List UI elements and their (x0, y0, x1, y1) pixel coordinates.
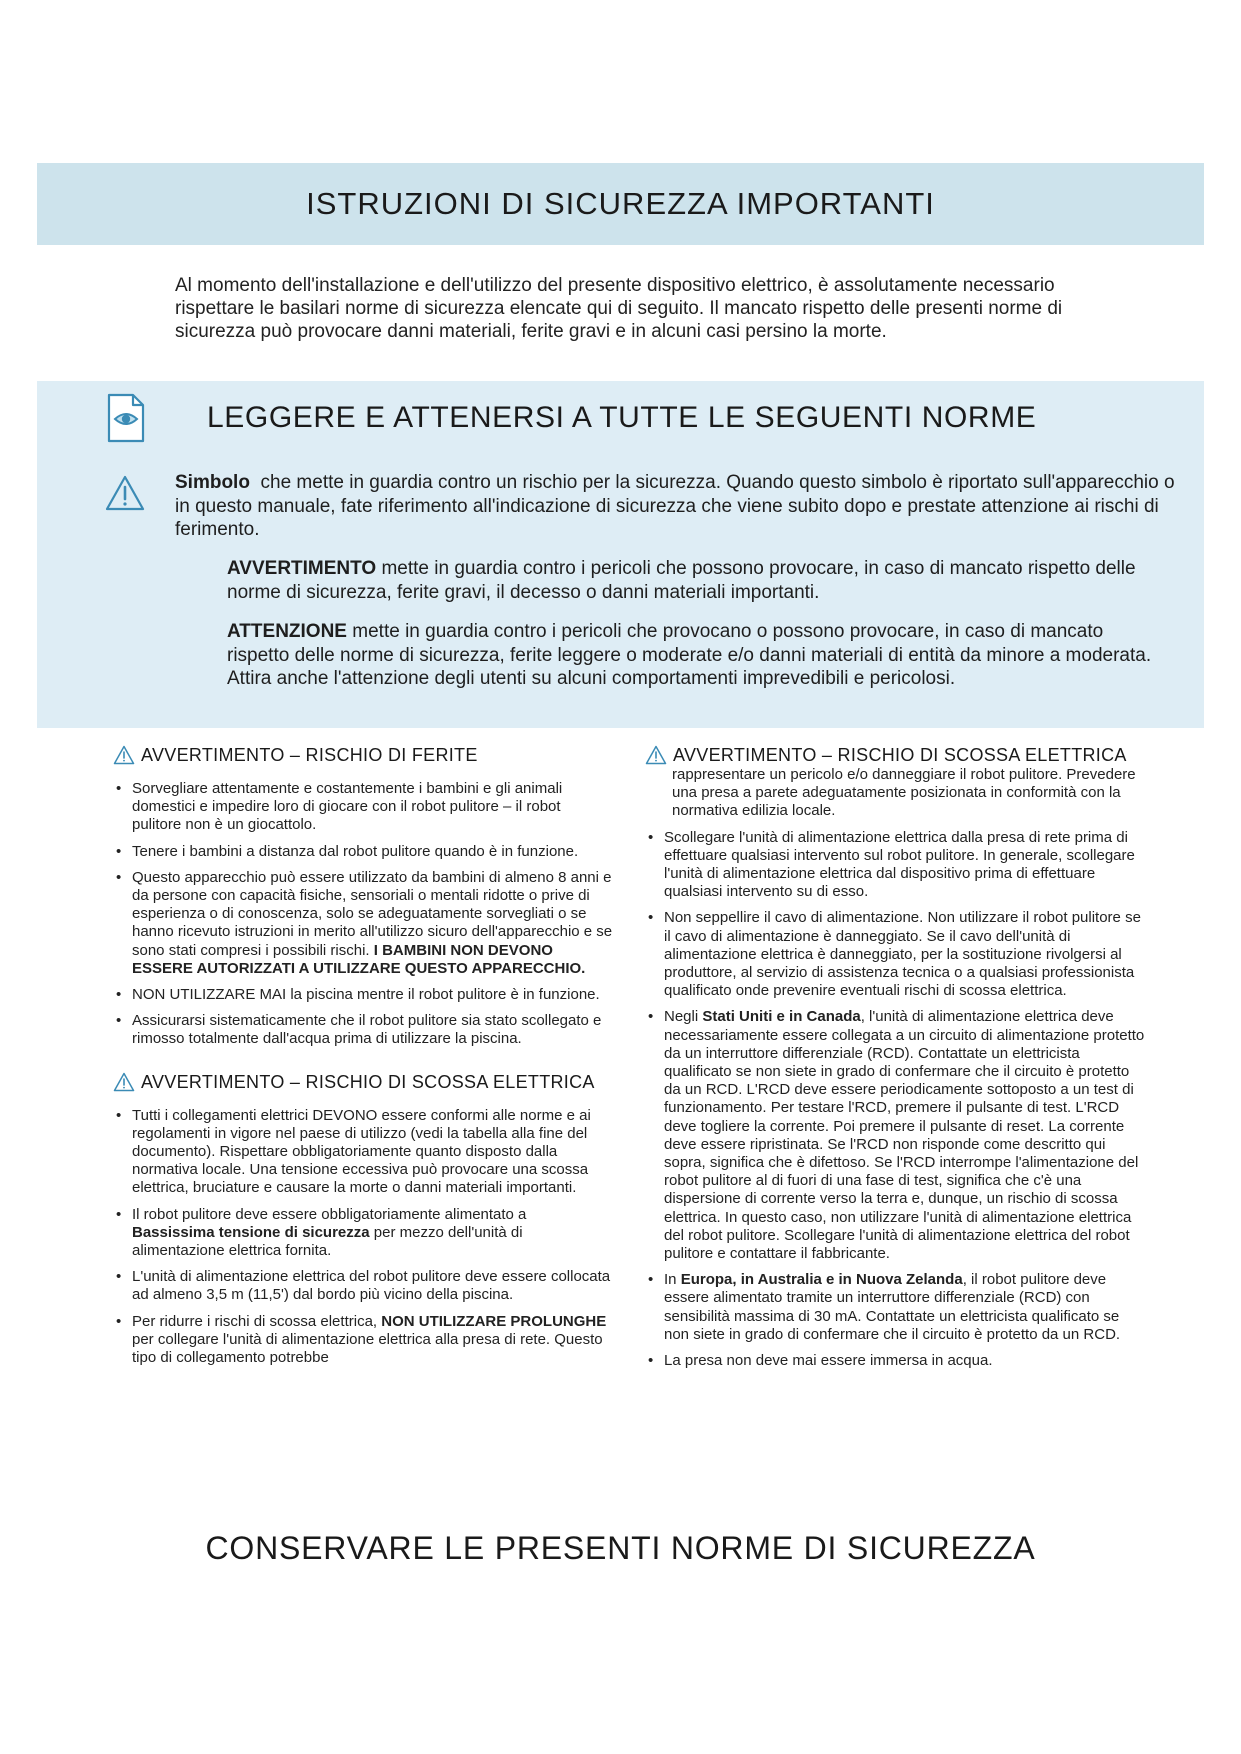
shock-warning-heading (113, 1071, 613, 1093)
warning-label: AVVERTIMENTO (227, 558, 377, 579)
list-item-bold: Europa, in Australia e in Nuova Zelanda (680, 1271, 963, 1289)
shock-heading-text: AVVERTIMENTO – RISCHIO DI SCOSSA ELETTRICA (673, 745, 1127, 765)
list-item: • Non seppellire il cavo di alimentazione. Non utilizzare il robot pulitore se il cavo di alimentazione è danneggiato. Se il cavo dell'unità di alimentazione elettrica è danneggiato, per la sostituzione rivolgersi al produttore, al servizio di assistenza tecnica o a qualsiasi professionista qualificato onde prevenire eventuali rischi di scossa elettrica. (645, 909, 1145, 1000)
list-item-bold: Stati Uniti e in Canada (702, 1008, 861, 1026)
shock-list (113, 1107, 613, 1368)
list-item-text: In (664, 1271, 677, 1289)
injury-list (113, 780, 613, 1049)
list-item-bold: Bassissima tensione di sicurezza (132, 1223, 370, 1241)
list-item-text: per mezzo dell'unità di alimentazione elettrica fornita. (132, 1223, 523, 1260)
list-item: • NON UTILIZZARE MAI la piscina mentre il robot pulitore è in funzione. (113, 986, 613, 1004)
symbol-text: che mette in guardia contro un rischio per la sicurezza. Quando questo simbolo è riportato sull'apparecchio o in questo manuale, fate riferimento all'indicazione di sicurezza che viene subito dopo e prestate attenzione ai rischi di ferimento. (175, 472, 1175, 540)
symbol-paragraph (175, 471, 1175, 542)
warning-triangle-icon (105, 475, 145, 511)
right-column (645, 744, 1145, 1378)
list-item-text: Questo apparecchio può essere utilizzato da bambini di almeno 8 anni e da persone con capacità fisiche, sensoriali o mentali ridotte o prive di esperienza o di conoscenza, solo se adeguatamente sorvegliati o se hanno ricevuto istruzioni in merito all'utilizzo sicuro dell'apparecchio e se sono stati compresi i possibili rischi. (132, 868, 613, 959)
symbol-label: Simbolo (175, 472, 250, 493)
shock-warning-heading-continued (645, 744, 1145, 766)
list-item (645, 1008, 1145, 1263)
list-item: • Sorvegliare attentamente e costantemente i bambini e gli animali domestici e impedire loro di giocare con il robot pulitore – il robot pulitore non è un giocattolo. (113, 780, 613, 835)
injury-heading-text: AVVERTIMENTO – RISCHIO DI FERITE (141, 745, 478, 765)
list-item-bold: I BAMBINI NON DEVONO ESSERE AUTORIZZATI A UTILIZZARE QUESTO APPARECCHIO. (132, 941, 586, 977)
list-item: • La presa non deve mai essere immersa in acqua. (645, 1352, 1145, 1370)
list-item (645, 1271, 1145, 1344)
list-item-text: Per ridurre i rischi di scossa elettrica, (132, 1312, 378, 1330)
continuation-text: rappresentare un pericolo e/o danneggiare il robot pulitore. Prevedere una presa a parete adeguatamente posizionata in conformità con la normativa edilizia locale. (672, 766, 1136, 820)
injury-warning-heading (113, 744, 613, 766)
caution-label: ATTENZIONE (227, 621, 347, 642)
list-item-text: , il robot pulitore deve essere alimentato tramite un interruttore differenziale (RCD) con sensibilità massima di 30 mA. Contattate un elettricista qualificato se non siete in grado di confermare che il circuito è protetto da un RCD. (664, 1271, 1121, 1343)
footer-title: CONSERVARE LE PRESENTI NORME DI SICUREZZA (205, 1530, 1036, 1566)
rules-heading: LEGGERE E ATTENERSI A TUTTE LE SEGUENTI NORME (207, 401, 1037, 434)
caution-text: mette in guardia contro i pericoli che provocano o possono provocare, in caso di mancato rispetto delle norme di sicurezza, ferite leggere o moderate e/o danni materiali di entità da minore a moderata. Attira anche l'attenzione degli utenti su alcuni comportamenti imprevedibili e pericolosi. (227, 621, 1152, 689)
list-item (113, 1313, 613, 1368)
caution-definition (227, 620, 1167, 691)
intro-paragraph: Al momento dell'installazione e dell'utilizzo del presente dispositivo elettrico, è assolutamente necessario rispettare le basilari norme di sicurezza elencate qui di seguito. Il mancato rispetto delle presenti norme di sicurezza può provocare danni materiali, ferite gravi e in alcuni casi persino la morte. (175, 275, 1063, 342)
warning-triangle-icon (645, 745, 667, 765)
list-item-bold: NON UTILIZZARE PROLUNGHE (381, 1312, 607, 1330)
warning-triangle-icon (113, 745, 135, 765)
list-item-text: , l'unità di alimentazione elettrica deve necessariamente essere collegata a un circuito di alimentazione protetto da un interruttore differenziale (RCD). Contattate un elettricista qualificato se non siete in grado di confermare che il circuito è protetto da un RCD. L'RCD deve essere periodicamente sottoposto a un test di funzionamento. Per testare l'RCD, premere il pulsante di test. L'RCD deve togliere la corrente. Poi premere il pulsante di reset. La corrente deve essere ripristinata. Se l'RCD non risponde come descritto qui sopra, significa che è difettoso. Se l'RCD interrompe l'alimentazione del robot pulitore al di fuori di una fase di test, significa che c'è una dispersione di corrente verso la terra e, dunque, un rischio di scossa elettrica. In questo caso, non utilizzare l'unità di alimentazione elettrica del robot pulitore. Scollegare l'unità di alimentazione elettrica del robot pulitore e contattare il fabbricante. (664, 1008, 1145, 1263)
warning-triangle-icon (113, 1072, 135, 1092)
shock-heading-text: AVVERTIMENTO – RISCHIO DI SCOSSA ELETTRICA (141, 1071, 595, 1092)
list-item-text: per collegare l'unità di alimentazione elettrica alla presa di rete. Questo tipo di collegamento potrebbe (132, 1330, 603, 1367)
list-item (113, 869, 613, 978)
list-item: • L'unità di alimentazione elettrica del robot pulitore deve essere collocata ad almeno 3,5 m (11,5') dal bordo più vicino della piscina. (113, 1268, 613, 1304)
warning-definition (227, 557, 1167, 604)
rules-section (37, 381, 1204, 728)
list-item: • Assicurarsi sistematicamente che il robot pulitore sia stato scollegato e rimosso totalmente dall'acqua prima di utilizzare la piscina. (113, 1012, 613, 1048)
title-band (37, 163, 1204, 245)
list-item-text: Negli (664, 1008, 699, 1026)
warning-text: mette in guardia contro i pericoli che possono provocare, in caso di mancato rispetto delle norme di sicurezza, ferite gravi, il decesso o danni materiali importanti. (227, 558, 1136, 603)
left-column (113, 744, 613, 1375)
list-item: • Tutti i collegamenti elettrici DEVONO essere conformi alle norme e ai regolamenti in vigore nel paese di utilizzo (vedi la tabella alla fine del documento). Rispettare obbligatoriamente quanto disposto dalla normativa locale. Una tensione eccessiva può provocare una scossa elettrica, bruciature e causare la morte o danni materiali importanti. (113, 1107, 613, 1198)
shock-list-continued (645, 829, 1145, 1371)
list-item: • Scollegare l'unità di alimentazione elettrica dalla presa di rete prima di effettuare qualsiasi intervento sul robot pulitore. In generale, scollegare l'unità di alimentazione elettrica dal dispositivo prima di effettuare qualsiasi intervento su di esso. (645, 829, 1145, 902)
list-item-text: Il robot pulitore deve essere obbligatoriamente alimentato a (132, 1205, 527, 1223)
document-eye-icon (106, 393, 146, 443)
page-title: ISTRUZIONI DI SICUREZZA IMPORTANTI (306, 186, 935, 221)
list-item (113, 1206, 613, 1261)
list-item: • Tenere i bambini a distanza dal robot pulitore quando è in funzione. (113, 843, 613, 861)
